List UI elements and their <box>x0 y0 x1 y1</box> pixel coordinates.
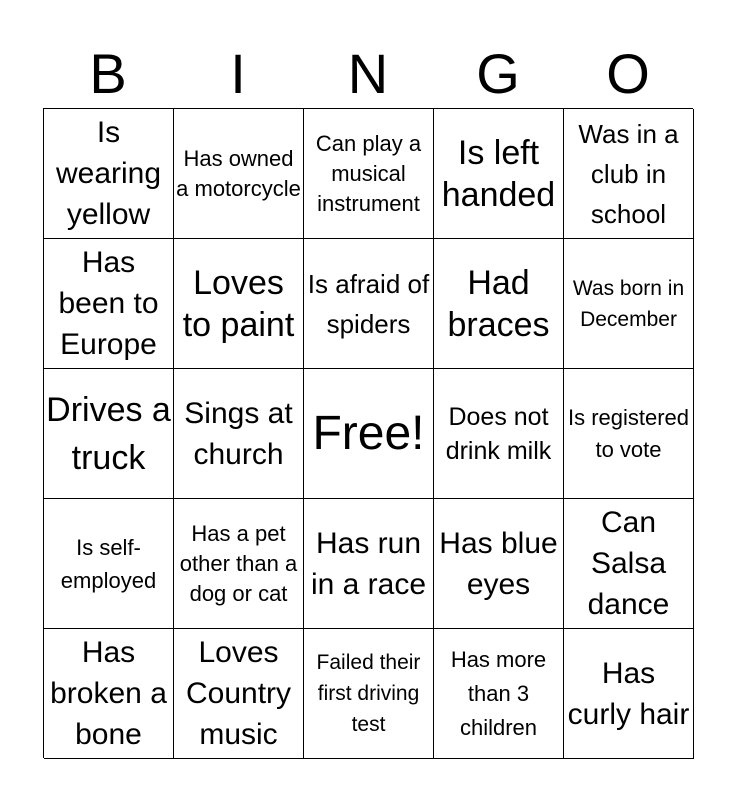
bingo-cell[interactable] <box>564 629 694 759</box>
cell-text: Has blue eyes <box>439 526 558 601</box>
cell-text: Had braces <box>447 263 550 344</box>
bingo-cell[interactable] <box>564 499 694 629</box>
bingo-cell[interactable] <box>434 629 564 759</box>
free-space-cell[interactable] <box>304 369 434 499</box>
bingo-cell[interactable] <box>44 369 174 499</box>
bingo-cell[interactable] <box>564 369 694 499</box>
cell-text: Is registered to vote <box>567 404 690 462</box>
bingo-cell[interactable] <box>564 109 694 239</box>
cell-text: Failed their first driving test <box>316 651 421 736</box>
header-letter-b: B <box>89 42 127 105</box>
bingo-cell[interactable] <box>44 109 174 239</box>
cell-text: Loves Country music <box>185 636 292 751</box>
cell-text: Is wearing yellow <box>55 116 162 231</box>
bingo-cell[interactable] <box>434 369 564 499</box>
cell-text: Has curly hair <box>567 656 690 731</box>
cell-text: Can Salsa dance <box>587 506 670 621</box>
bingo-cell[interactable] <box>174 239 304 369</box>
bingo-cell[interactable] <box>304 239 434 369</box>
bingo-cell[interactable] <box>434 239 564 369</box>
bingo-cell[interactable] <box>304 109 434 239</box>
bingo-cell[interactable] <box>174 109 304 239</box>
cell-text: Was born in December <box>572 276 685 331</box>
bingo-cell[interactable] <box>44 629 174 759</box>
bingo-header <box>43 40 693 108</box>
cell-text: Has owned a motorcycle <box>176 145 301 201</box>
cell-text: Can play a musical instrument <box>315 130 422 216</box>
bingo-cell[interactable] <box>44 499 174 629</box>
bingo-cell[interactable] <box>304 499 434 629</box>
cell-text: Has more than 3 children <box>450 646 547 740</box>
cell-text: Is self-employed <box>60 534 157 593</box>
header-letter-i: I <box>230 42 246 105</box>
header-letter-g: G <box>476 42 520 105</box>
bingo-cell[interactable] <box>304 629 434 759</box>
bingo-cell[interactable] <box>174 369 304 499</box>
header-letter-n: N <box>347 42 389 105</box>
bingo-cell[interactable] <box>174 629 304 759</box>
cell-text: Has run in a race <box>310 526 427 601</box>
cell-text: Loves to paint <box>182 263 295 344</box>
free-space-label: Free! <box>312 406 425 460</box>
cell-text: Has been to Europe <box>58 246 159 361</box>
cell-text: Has broken a bone <box>50 636 167 751</box>
cell-text: Drives a truck <box>46 390 171 477</box>
bingo-cell[interactable] <box>44 239 174 369</box>
bingo-cell[interactable] <box>434 109 564 239</box>
cell-text: Is left handed <box>441 133 556 214</box>
cell-text: Does not drink milk <box>445 402 552 465</box>
bingo-cell[interactable] <box>564 239 694 369</box>
cell-text: Is afraid of spiders <box>307 268 430 339</box>
cell-text: Sings at church <box>184 396 293 471</box>
bingo-board <box>43 108 693 758</box>
bingo-cell[interactable] <box>434 499 564 629</box>
header-letter-o: O <box>606 42 650 105</box>
cell-text: Has a pet other than a dog or cat <box>179 520 298 606</box>
bingo-cell[interactable] <box>174 499 304 629</box>
cell-text: Was in a club in school <box>578 118 679 229</box>
